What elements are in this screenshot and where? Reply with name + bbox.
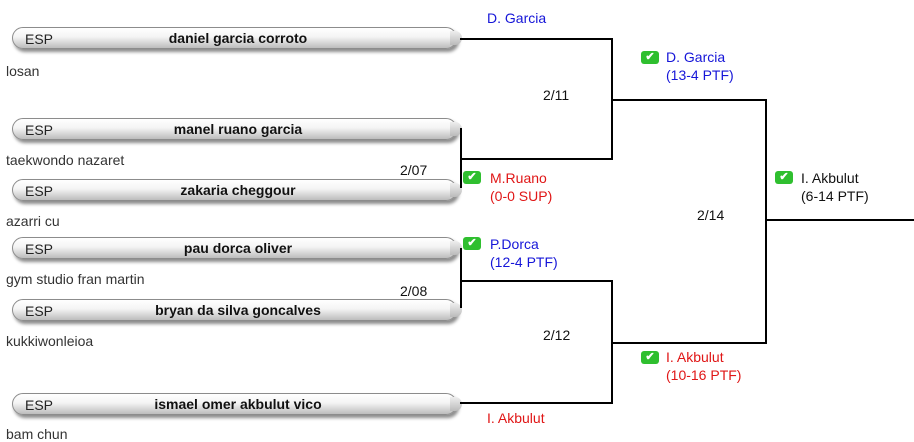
match-score: (10-16 PTF) xyxy=(666,367,742,383)
country-code: ESP xyxy=(25,183,54,199)
bracket-line xyxy=(460,402,612,404)
bracket-line xyxy=(765,99,767,344)
country-code: ESP xyxy=(25,303,54,319)
competitor-row[interactable] xyxy=(12,237,457,259)
bracket-line xyxy=(460,158,612,160)
check-icon: ✔ xyxy=(641,351,659,364)
bracket-line xyxy=(611,99,766,101)
match-number: 2/11 xyxy=(543,87,570,103)
country-code: ESP xyxy=(25,122,54,138)
competitor-name: zakaria cheggour xyxy=(180,182,296,198)
club-name: losan xyxy=(6,63,40,79)
match-number: 2/08 xyxy=(400,283,428,299)
match-score: (13-4 PTF) xyxy=(666,67,734,83)
winner-name: I. Akbulut xyxy=(666,349,724,365)
check-icon: ✔ xyxy=(641,51,659,64)
competitor-name: bryan da silva goncalves xyxy=(155,302,321,318)
competitor-name: daniel garcia corroto xyxy=(168,30,308,46)
country-code: ESP xyxy=(25,31,54,47)
competitor-row[interactable] xyxy=(12,393,457,415)
bracket-line xyxy=(460,280,612,282)
bracket-line xyxy=(611,342,766,344)
match-score: (0-0 SUP) xyxy=(490,188,553,204)
check-icon: ✔ xyxy=(775,171,793,184)
match-number: 2/14 xyxy=(697,207,725,223)
check-icon: ✔ xyxy=(463,171,481,184)
competitor-name: pau dorca oliver xyxy=(183,240,293,256)
bracket-line xyxy=(460,38,612,40)
club-name: azarri cu xyxy=(6,213,60,229)
competitor-row[interactable] xyxy=(12,299,457,321)
match-number: 2/12 xyxy=(543,327,571,343)
club-name: taekwondo nazaret xyxy=(6,152,125,168)
country-code: ESP xyxy=(25,397,54,413)
club-name: kukkiwonleioa xyxy=(6,333,94,349)
competitor-row[interactable] xyxy=(12,27,457,49)
club-name: bam chun xyxy=(6,426,68,442)
club-name: gym studio fran martin xyxy=(6,271,145,287)
bye-winner-label: I. Akbulut xyxy=(487,410,545,426)
winner-name: P.Dorca xyxy=(490,236,539,252)
bye-winner-label: D. Garcia xyxy=(487,10,547,26)
winner-name: D. Garcia xyxy=(666,49,726,65)
competitor-row[interactable] xyxy=(12,179,457,201)
bracket-line xyxy=(765,219,914,221)
competitor-name: manel ruano garcia xyxy=(173,121,303,137)
match-score: (6-14 PTF) xyxy=(801,188,869,204)
country-code: ESP xyxy=(25,241,54,257)
bracket-line xyxy=(460,248,462,308)
competitor-row[interactable] xyxy=(12,118,457,140)
winner-name: M.Ruano xyxy=(490,170,547,186)
match-number: 2/07 xyxy=(400,162,428,178)
winner-name: I. Akbulut xyxy=(801,170,859,186)
check-icon: ✔ xyxy=(463,237,481,250)
competitor-name: ismael omer akbulut vico xyxy=(154,396,322,412)
match-score: (12-4 PTF) xyxy=(490,254,558,270)
